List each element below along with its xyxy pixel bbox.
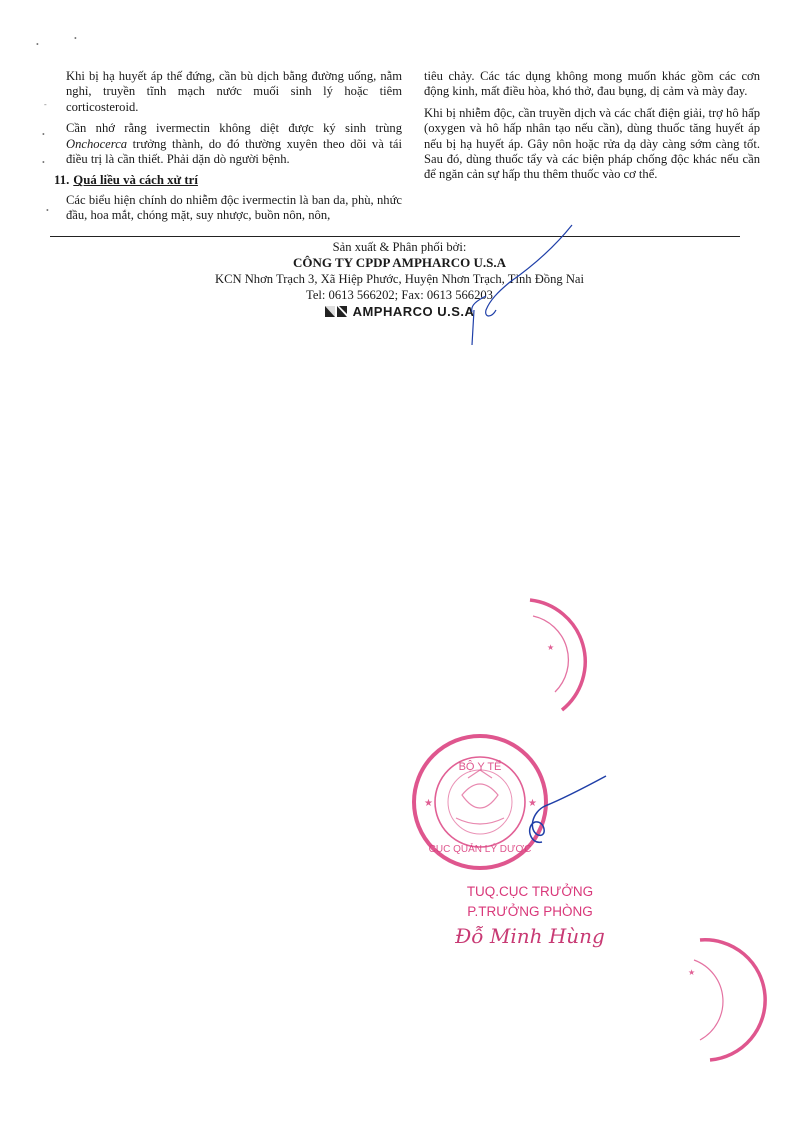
logo-text: AMPHARCO U.S.A xyxy=(352,304,475,319)
right-column xyxy=(424,69,760,189)
footer-divider xyxy=(50,236,740,237)
seal-star-left-icon: ★ xyxy=(424,798,433,809)
company-address: KCN Nhơn Trạch 3, Xã Hiệp Phước, Huyện Nhơn Trạch, Tỉnh Đồng Nai xyxy=(214,272,585,286)
ampharco-logo-icon xyxy=(325,306,349,317)
partial-seal-lower-star-icon: ★ xyxy=(688,968,696,977)
approval-line-2: P.TRƯỞNG PHÒNG xyxy=(467,904,593,919)
manufacturer-intro: Sản xuất & Phân phối bởi: xyxy=(332,240,467,254)
poisoning-treatment-paragraph: Khi bị nhiễm độc, cần truyền dịch và các chất điện giải, trợ hô hấp (oxygen và hô hấp nhân tạo nếu cần), dùng thuốc tăng huyết áp nếu bị hạ huyết áp. Gây nôn hoặc rửa dạ dày càng sớm càng tốt. Sau đó, dùng thuốc tẩy và các biện pháp chống độc khác nếu cần để ngăn cản sự hấp thu thêm thuốc vào cơ thể. xyxy=(424,105,760,182)
left-column xyxy=(54,69,402,230)
seal-bottom-text: CỤC QUẢN LÝ DƯỢC xyxy=(428,844,532,855)
section-number: 11. xyxy=(54,173,70,188)
scan-speck: • xyxy=(42,158,45,167)
approval-line-1: TUQ.CỤC TRƯỞNG xyxy=(466,884,594,899)
side-effects-paragraph: tiêu chảy. Các tác dụng không mong muốn khác gồm các cơn động kinh, mất điều hòa, khó thở, đau bụng, dị cảm và mày đay. xyxy=(424,69,760,99)
onchocerca-italic: Onchocerca xyxy=(66,136,128,151)
seal-top-text: BỘ Y TẾ xyxy=(458,761,502,773)
scan-speck: • xyxy=(42,130,45,139)
stamp-signature-icon xyxy=(530,776,606,842)
scan-speck: • xyxy=(36,40,39,49)
approval-stamp-text xyxy=(430,882,630,946)
partial-seal-star-icon: ★ xyxy=(547,643,555,652)
company-name: CÔNG TY CPDP AMPHARCO U.S.A xyxy=(292,255,507,270)
onchocerca-text-after: trưởng thành, do đó thường xuyên theo dõi và tái điều trị là cần thiết. Phải dặn dò người bệnh. xyxy=(66,136,402,167)
scan-speck: • xyxy=(74,34,77,43)
partial-seal-lower xyxy=(688,940,765,1060)
company-logo xyxy=(0,304,799,320)
onchocerca-paragraph xyxy=(66,121,402,167)
onchocerca-text-before: Cần nhớ rằng ivermectin không diệt được ký sinh trùng xyxy=(66,121,402,136)
section-title: Quá liều và cách xử trí xyxy=(73,173,198,188)
seal-star-right-icon: ★ xyxy=(528,798,537,809)
scan-speck: • xyxy=(46,206,49,215)
partial-seal-upper xyxy=(530,600,585,710)
signature-name: Đỗ Minh Hùng xyxy=(455,924,605,948)
toxicity-symptoms-paragraph: Các biểu hiện chính do nhiễm độc ivermectin là ban da, phù, nhức đầu, hoa mắt, chóng mặt, suy nhược, buồn nôn, nôn, xyxy=(66,192,402,223)
orthostatic-hypotension-paragraph: Khi bị hạ huyết áp thế đứng, cần bù dịch bằng đường uống, nằm nghỉ, truyền tĩnh mạch nước muối sinh lý hoặc tiêm corticosteroid. xyxy=(66,69,402,114)
scan-speck: - xyxy=(44,100,47,109)
section-heading-overdose xyxy=(54,173,402,188)
ministry-seal xyxy=(414,736,546,868)
company-contact: Tel: 0613 566202; Fax: 0613 566203 xyxy=(306,288,493,302)
manufacturer-footer xyxy=(0,239,799,320)
